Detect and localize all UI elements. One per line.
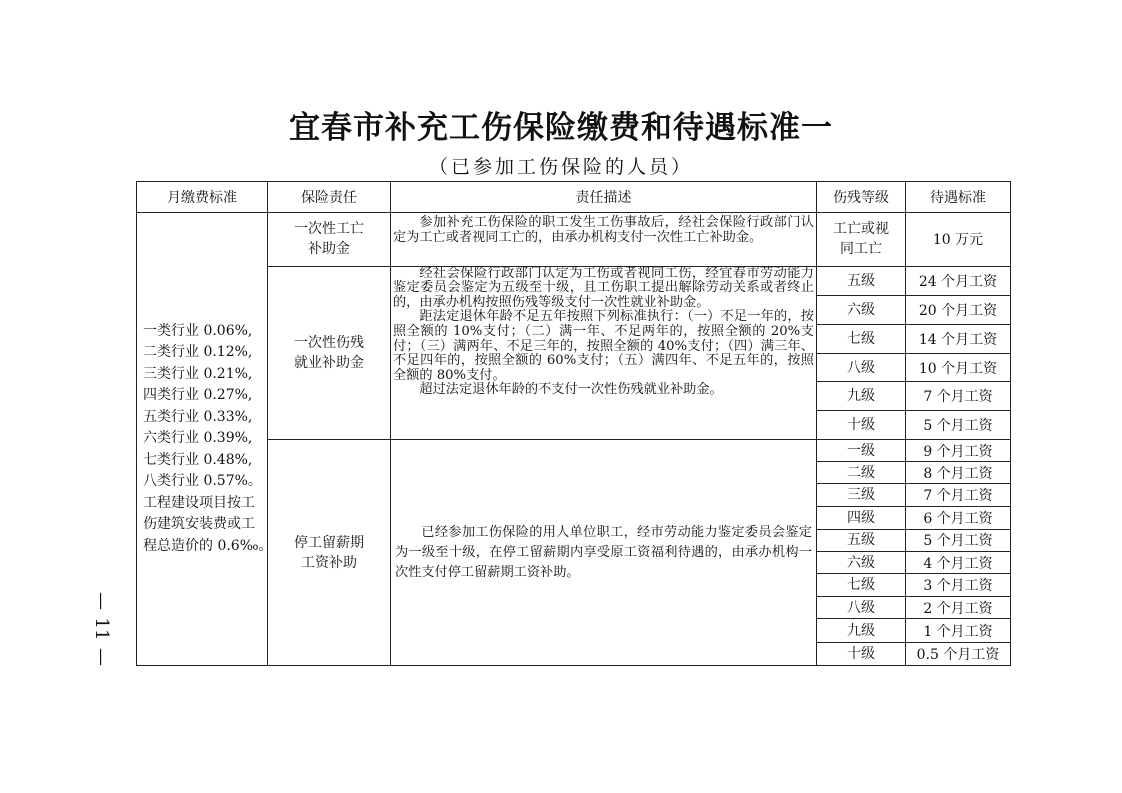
grade-cell: 九级	[817, 381, 906, 410]
amount-cell: 20 个月工资	[906, 295, 1011, 324]
page-number	[88, 590, 114, 668]
description-paragraph: 超过法定退休年龄的不支付一次性伤残就业补助金。	[419, 382, 723, 398]
description-death-subsidy	[391, 213, 817, 266]
duty-line: 工资补助	[301, 554, 357, 571]
rate-line: 程总造价的 0.6‰。	[143, 537, 273, 554]
description-work-stoppage-wage-subsidy	[391, 440, 817, 666]
amount-cell: 7 个月工资	[906, 484, 1011, 506]
grade-cell: 九级	[817, 619, 906, 642]
amount-cell: 2 个月工资	[906, 597, 1011, 619]
grade-cell: 三级	[817, 484, 906, 506]
rate-line: 一类行业 0.06%,	[143, 322, 253, 339]
header-insurance-duty: 保险责任	[268, 182, 391, 213]
grade-cell: 十级	[817, 642, 906, 665]
table-header-row	[137, 182, 1011, 213]
rate-line: 五类行业 0.33%,	[143, 408, 253, 425]
amount-cell: 5 个月工资	[906, 529, 1011, 551]
grade-cell: 十级	[817, 410, 906, 439]
amount-cell: 24 个月工资	[906, 266, 1011, 295]
description-disability-employment-subsidy	[391, 266, 817, 439]
amount-cell: 9 个月工资	[906, 440, 1011, 462]
rate-line: 三类行业 0.21%,	[143, 365, 253, 382]
standards-table	[136, 181, 1011, 666]
amount-death: 10 万元	[906, 213, 1011, 266]
monthly-fee-rates	[137, 213, 273, 666]
header-monthly-fee: 月缴费标准	[137, 182, 268, 213]
page-number-value: 11	[91, 617, 112, 641]
duty-line: 一次性伤残	[294, 334, 364, 351]
amount-cell: 6 个月工资	[906, 506, 1011, 529]
duty-line: 一次性工亡	[294, 221, 364, 238]
header-benefit-standard: 待遇标准	[906, 182, 1011, 213]
description-paragraph: 距法定退休年龄不足五年按照下列标准执行：（一）不足一年的，按照全额的 10%支付；（二）满一年、不足两年的，按照全额的 20%支付；（三）满两年、不足三年的，按照全额的 40%支付；（四）满三年、不足四年的，按照全额的 60%支付；（五）满四年、不足五年的，按照全额的 80%支付。	[393, 309, 814, 383]
table-row	[137, 213, 1011, 266]
duty-line: 就业补助金	[294, 354, 364, 371]
rate-line: 四类行业 0.27%,	[143, 387, 253, 404]
rate-line: 工程建设项目按工	[143, 494, 255, 511]
grade-cell: 一级	[817, 440, 906, 462]
grade-cell: 六级	[817, 551, 906, 573]
rate-line: 八类行业 0.57%。	[143, 473, 262, 490]
duty-line: 补助金	[308, 241, 350, 258]
grade-cell: 七级	[817, 574, 906, 597]
duty-work-stoppage-wage-subsidy	[268, 440, 391, 666]
rate-line: 二类行业 0.12%,	[143, 344, 253, 361]
grade-cell: 六级	[817, 295, 906, 324]
grade-cell: 八级	[817, 354, 906, 381]
duty-death-subsidy	[268, 213, 391, 266]
page-number-dash: —	[91, 648, 112, 666]
duty-disability-employment-subsidy	[268, 266, 391, 439]
amount-cell: 3 个月工资	[906, 574, 1011, 597]
description-paragraph: 参加补充工伤保险的职工发生工伤事故后，经社会保险行政部门认定为工亡或者视同工亡的，由承办机构支付一次性工亡补助金。	[393, 215, 814, 245]
amount-cell: 7 个月工资	[906, 381, 1011, 410]
table-row	[137, 440, 1011, 462]
grade-cell: 八级	[817, 597, 906, 619]
description-paragraph: 已经参加工伤保险的用人单位职工，经市劳动能力鉴定委员会鉴定为一级至十级，在停工留薪期内享受原工资福利待遇的，由承办机构一次性支付停工留薪期工资补助。	[395, 524, 812, 580]
amount-cell: 14 个月工资	[906, 325, 1011, 354]
rate-line: 伤建筑安装费或工	[143, 516, 255, 533]
page-title: 宜春市补充工伤保险缴费和待遇标准一	[289, 110, 833, 146]
grade-line: 工亡或视	[833, 221, 889, 238]
amount-cell: 0.5 个月工资	[906, 642, 1011, 665]
grade-cell: 四级	[817, 506, 906, 529]
amount-cell: 4 个月工资	[906, 551, 1011, 573]
rate-line: 七类行业 0.48%,	[143, 451, 253, 468]
duty-line: 停工留薪期	[294, 534, 364, 551]
grade-death	[817, 213, 906, 266]
header-disability-grade: 伤残等级	[817, 182, 906, 213]
grade-cell: 五级	[817, 266, 906, 295]
amount-cell: 8 个月工资	[906, 462, 1011, 484]
grade-cell: 二级	[817, 462, 906, 484]
description-paragraph: 经社会保险行政部门认定为工伤或者视同工伤，经宜春市劳动能力鉴定委员会鉴定为五级至十级，且工伤职工提出解除劳动关系或者终止的，由承办机构按照伤残等级支付一次性就业补助金。	[393, 265, 814, 310]
amount-cell: 1 个月工资	[906, 619, 1011, 642]
page-subtitle: （已参加工伤保险的人员）	[428, 156, 693, 178]
page-number-dash: —	[91, 592, 112, 610]
rate-line: 六类行业 0.39%,	[143, 430, 253, 447]
header-duty-description: 责任描述	[391, 182, 817, 213]
grade-cell: 七级	[817, 325, 906, 354]
grade-cell: 五级	[817, 529, 906, 551]
amount-cell: 5 个月工资	[906, 410, 1011, 439]
grade-line: 同工亡	[840, 241, 882, 258]
amount-cell: 10 个月工资	[906, 354, 1011, 381]
table-row	[137, 266, 1011, 295]
